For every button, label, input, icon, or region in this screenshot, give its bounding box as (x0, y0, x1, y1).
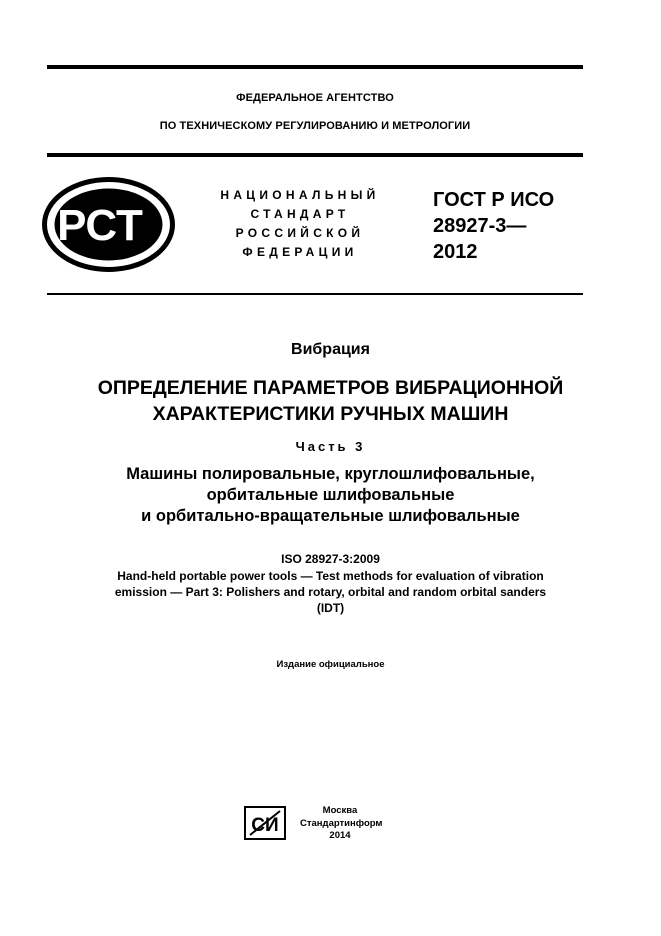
main-title-line-1: ОПРЕДЕЛЕНИЕ ПАРАМЕТРОВ ВИБРАЦИОННОЙ (97, 377, 564, 399)
section-rule (47, 293, 583, 295)
publisher-year: 2014 (329, 830, 351, 841)
part-title-line-2: орбитальные шлифовальные (206, 486, 455, 504)
iso-title-line-2: emission — Part 3: Polishers and rotary, orbital and random orbital sanders (114, 585, 547, 599)
top-rule (47, 65, 583, 69)
iso-title-line-1: Hand-held portable power tools — Test methods for evaluation of vibration (117, 569, 544, 583)
designation-line-2: 28927-3— (433, 215, 527, 237)
part-title (20, 464, 641, 527)
national-standard-line-4: ФЕДЕРАЦИИ (242, 245, 358, 259)
national-standard-line-3: РОССИЙСКОЙ (235, 226, 365, 240)
designation-line-1: ГОСТ Р ИСО (433, 189, 555, 211)
part-title-line-1: Машины полировальные, круглошлифовальные, (126, 465, 535, 483)
national-standard-line-2: СТАНДАРТ (250, 207, 350, 221)
iso-code: ISO 28927-3:2009 (281, 552, 380, 566)
standartinform-logo-icon (244, 806, 286, 840)
iso-title (20, 568, 641, 616)
publisher-logo-text: СИ (251, 815, 279, 836)
header-rule (47, 153, 583, 157)
iso-title-line-3: (IDT) (316, 601, 345, 615)
subject-heading: Вибрация (291, 341, 370, 358)
publisher-block (300, 805, 383, 843)
standard-designation (433, 187, 593, 265)
main-title (20, 375, 641, 427)
logo-text: РСТ (57, 201, 143, 250)
publisher-city: Москва (322, 805, 358, 816)
agency-line-1: ФЕДЕРАЛЬНОЕ АГЕНТСТВО (236, 92, 394, 104)
publisher-name: Стандартинформ (300, 817, 383, 829)
designation-line-3: 2012 (433, 241, 478, 263)
national-standard-label (208, 186, 392, 262)
national-standard-line-1: НАЦИОНАЛЬНЫЙ (220, 188, 380, 202)
part-label: Часть 3 (295, 439, 366, 454)
rst-conformity-mark-icon (42, 177, 175, 272)
main-title-line-2: ХАРАКТЕРИСТИКИ РУЧНЫХ МАШИН (152, 403, 509, 425)
part-title-line-3: и орбитально-вращательные шлифовальные (141, 507, 520, 525)
agency-line-2: ПО ТЕХНИЧЕСКОМУ РЕГУЛИРОВАНИЮ И МЕТРОЛОГИИ (159, 120, 471, 132)
edition-label: Издание официальное (276, 659, 385, 670)
